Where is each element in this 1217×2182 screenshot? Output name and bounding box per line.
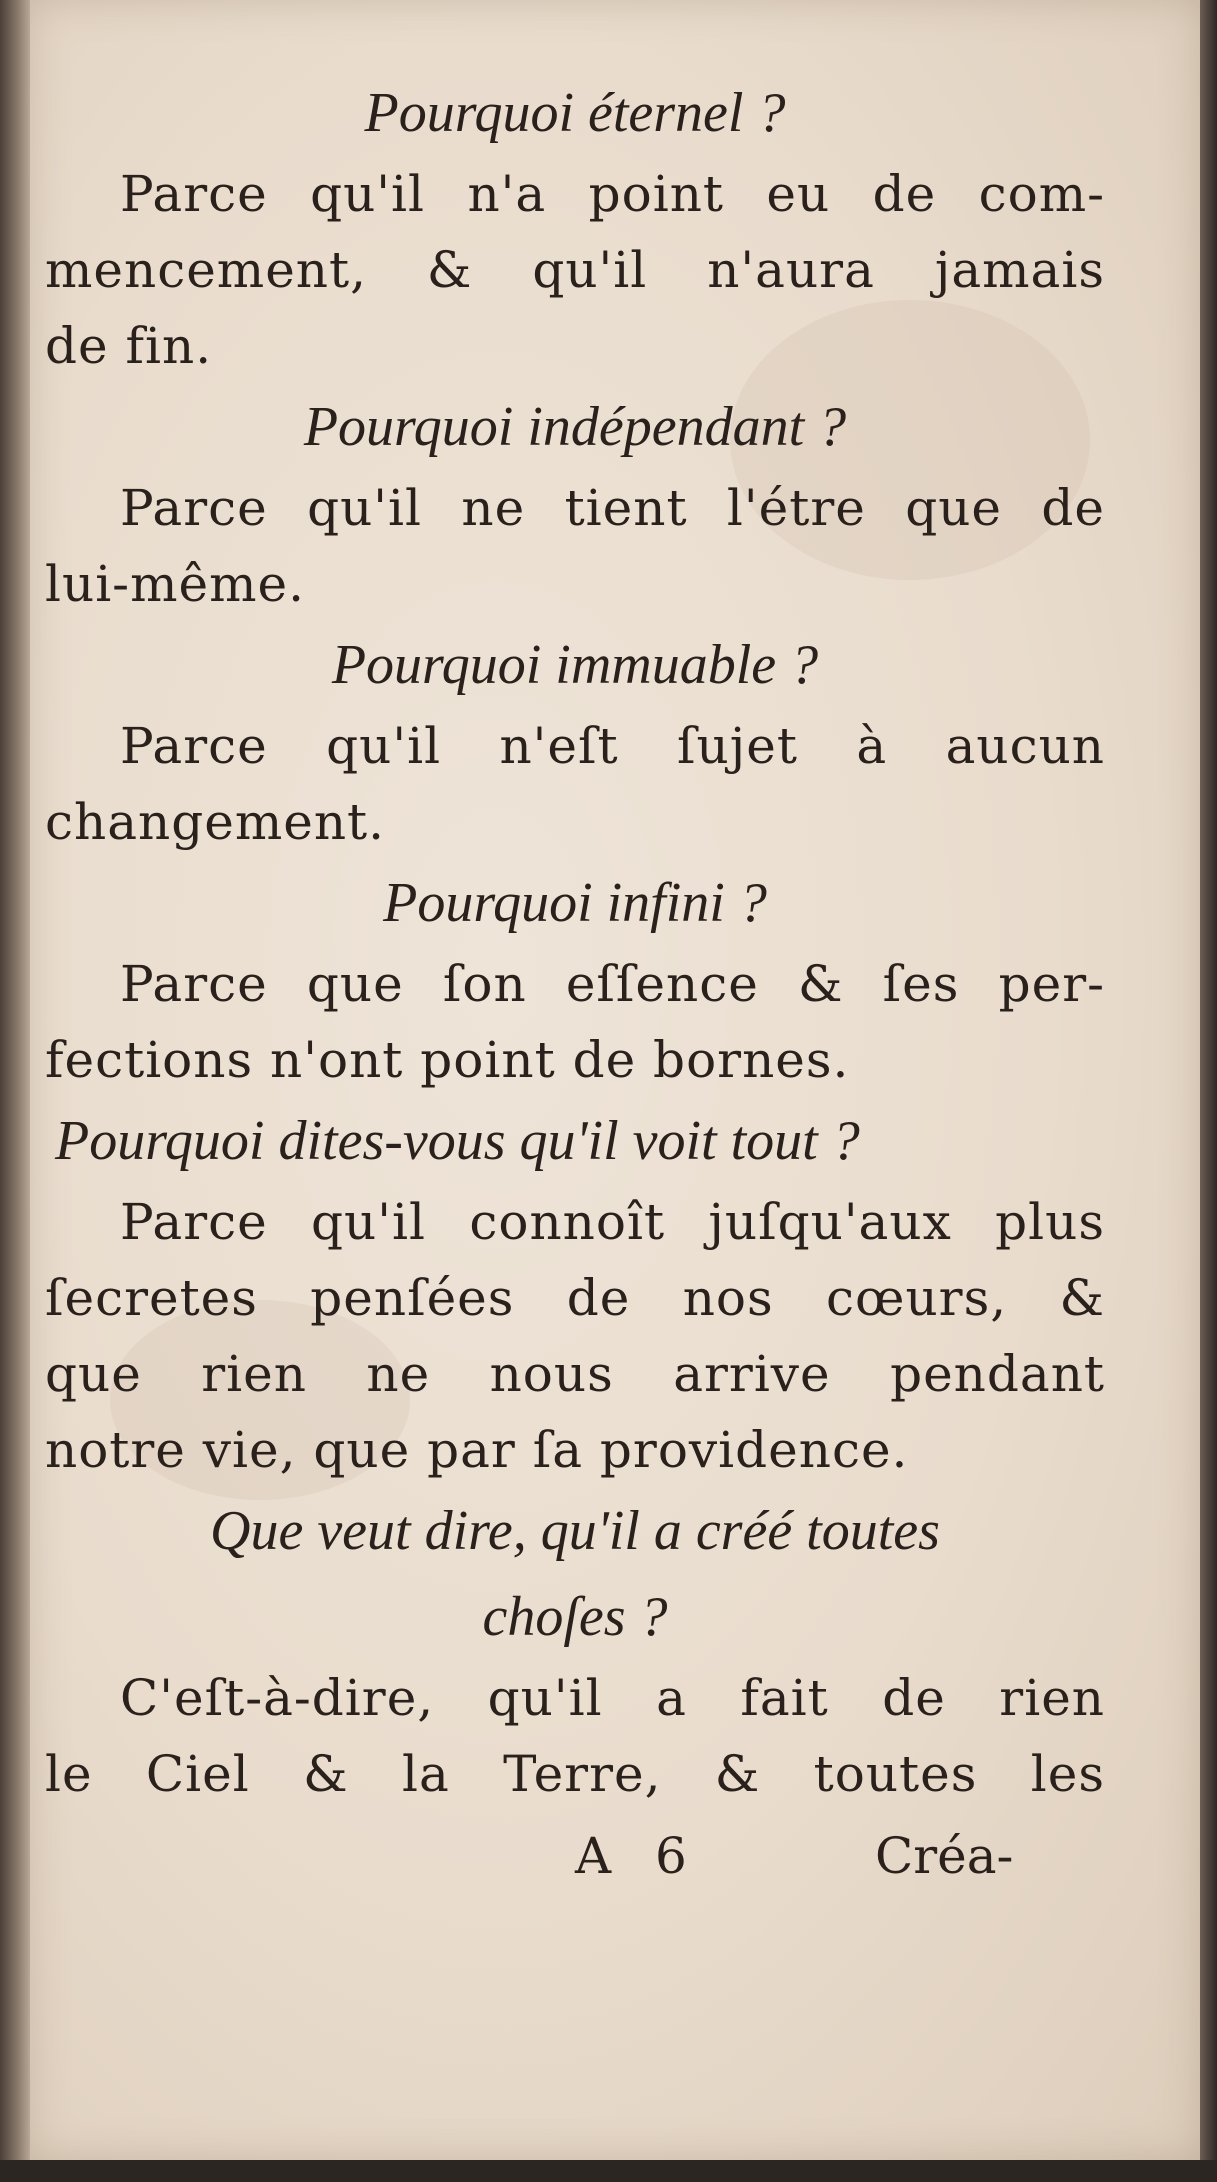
answer-line: de fin. bbox=[45, 317, 213, 375]
question-heading: Pourquoi dites-vous qu'il voit tout ? bbox=[55, 1110, 860, 1172]
answer-line: ſecretes penſées de nos cœurs, & bbox=[45, 1269, 1105, 1327]
answer-paragraph bbox=[45, 946, 1105, 1098]
book-fore-edge bbox=[1200, 0, 1217, 2182]
book-gutter bbox=[0, 0, 30, 2182]
answer-paragraph bbox=[45, 1660, 1105, 1812]
answer-line: que rien ne nous arrive pendant bbox=[45, 1345, 1105, 1403]
answer-line: le Ciel & la Terre, & toutes les bbox=[45, 1745, 1105, 1803]
answer-line: lui-même. bbox=[45, 555, 305, 613]
book-bottom-edge bbox=[0, 2160, 1217, 2182]
answer-line: Parce qu'il n'a point eu de com- bbox=[120, 165, 1105, 223]
question-heading: Pourquoi indépendant ? bbox=[303, 396, 847, 458]
answer-paragraph bbox=[45, 470, 1105, 622]
answer-line: Parce qu'il ne tient l'étre que de bbox=[120, 479, 1105, 537]
answer-paragraph bbox=[45, 156, 1105, 384]
page-text bbox=[45, 70, 1105, 1902]
answer-line: Parce qu'il connoît juſqu'aux plus bbox=[120, 1193, 1105, 1251]
signature-mark: A 6 bbox=[575, 1827, 701, 1885]
answer-line: mencement, & qu'il n'aura jamais bbox=[45, 241, 1105, 299]
question-heading bbox=[45, 1488, 1105, 1660]
answer-paragraph bbox=[45, 708, 1105, 860]
answer-line: fections n'ont point de bornes. bbox=[45, 1031, 850, 1089]
answer-line: notre vie, que par ſa providence. bbox=[45, 1421, 909, 1479]
answer-line: Parce que ſon eſſence & ſes per- bbox=[120, 955, 1105, 1013]
catchword: Créa- bbox=[875, 1827, 1014, 1885]
answer-paragraph bbox=[45, 1184, 1105, 1488]
answer-line: Parce qu'il n'eſt ſujet à aucun bbox=[120, 717, 1105, 775]
page-footer bbox=[45, 1812, 1105, 1902]
question-heading: Pourquoi éternel ? bbox=[364, 82, 786, 144]
question-heading: Pourquoi infini ? bbox=[383, 872, 767, 934]
answer-line: C'eſt-à-dire, qu'il a fait de rien bbox=[120, 1669, 1105, 1727]
question-heading: Pourquoi immuable ? bbox=[331, 634, 819, 696]
question-line: choſes ? bbox=[482, 1586, 668, 1648]
question-line: Que veut dire, qu'il a créé toutes bbox=[210, 1500, 940, 1562]
answer-line: changement. bbox=[45, 793, 386, 851]
book-page bbox=[30, 0, 1200, 2160]
